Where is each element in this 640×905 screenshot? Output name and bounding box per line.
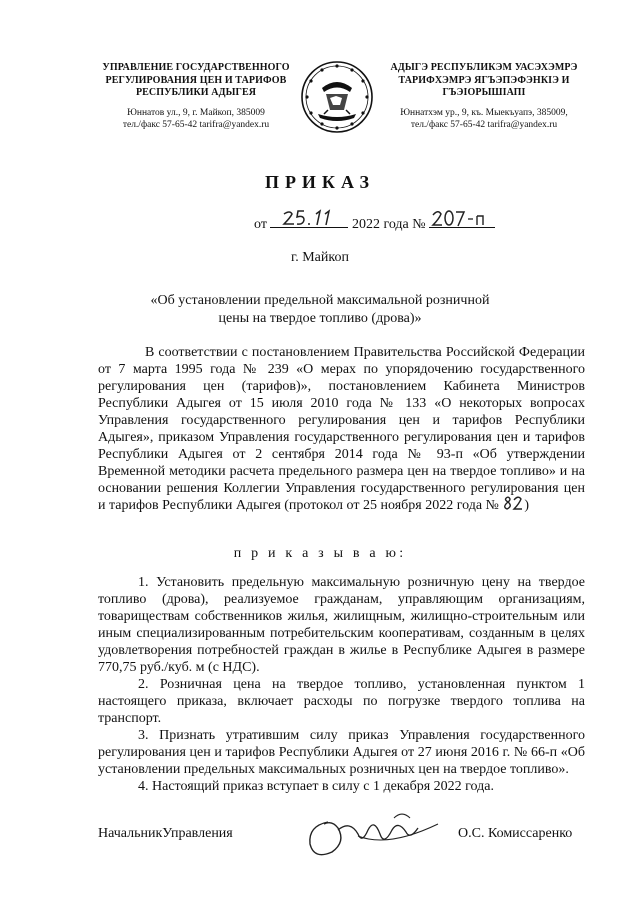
preamble-text: В соответствии с постановлением Правительства Российской Федерации от 7 марта 1995 года № 239 «О мерах по упорядочению государственного регулирования цен (тарифов)», постановлением Кабинета Министров Республики Адыгея от 15 июля 2010 года № 133 «О некоторых вопросах Управления государственного регулирования цен и тарифов Республики Адыгея», приказом Управления государственного регулирования цен и тарифов Республики Адыгея от 2 сентября 2014 года № 93-п «Об утверждении Временной методики расчета предельного размера цен на твердое топливо» и на основании решения Коллегии Управления государственного регулирования цен и тарифов Республики Адыгея (протокол от 25 ноября 2022 года №	[98, 345, 585, 513]
header-right-title	[384, 62, 584, 100]
header-left-contacts: тел./факс 57-65-42 tarifra@yandex.ru	[122, 120, 270, 130]
date-prefix: от	[254, 217, 267, 232]
header-right-title-line: АДЫГЭ РЕСПУБЛИКЭМ УАСЭХЭМРЭ	[390, 62, 578, 73]
number-handwritten-field	[429, 213, 495, 228]
order-item: 3. Признать утратившим силу приказ Управления государственного регулирования цен и тарифов Республики Адыгея от 27 июня 2016 г. № 66-п «Об установлении предельных максимальных розничных цен на твердое топливо».	[98, 728, 585, 777]
order-item: 4. Настоящий приказ вступает в силу с 1 декабря 2022 года.	[138, 779, 494, 794]
header-left-address: Юннатов ул., 9, г. Майкоп, 385009	[127, 107, 265, 118]
order-word: п р и к а з ы в а ю:	[233, 546, 407, 561]
document-title: ПРИКАЗ	[264, 172, 376, 192]
city: г. Майкоп	[291, 250, 349, 265]
date-handwritten-field	[270, 213, 348, 228]
header-right-title-line: ГЪЭIОРЫШIАПI	[442, 87, 526, 98]
header-left-title	[96, 62, 296, 100]
header-left	[96, 62, 296, 132]
header-right-contacts: тел./факс 57-65-42 tarifra@yandex.ru	[410, 120, 558, 130]
handwritten-date-icon	[270, 207, 348, 229]
date-year-text: 2022 года №	[351, 217, 426, 232]
header-right-address: Юннатхэм ур., 9, къ. Мыекъуапэ, 385009,	[400, 107, 568, 118]
header-left-title-line: РЕГУЛИРОВАНИЯ ЦЕН И ТАРИФОВ	[105, 74, 287, 86]
order-items	[98, 574, 585, 795]
preamble-paragraph	[98, 344, 585, 514]
signatory-role: НачальникУправления	[98, 826, 233, 841]
handwritten-number-icon	[429, 207, 495, 229]
date-line	[254, 213, 495, 233]
header-right	[384, 62, 584, 132]
header-left-title-line: УПРАВЛЕНИЕ ГОСУДАРСТВЕННОГО	[102, 62, 290, 73]
signatory-name: О.С. Комиссаренко	[458, 826, 573, 841]
header-left-title-line: РЕСПУБЛИКИ АДЫГЕЯ	[135, 87, 257, 98]
handwritten-signature-icon	[298, 800, 458, 870]
preamble-closing: )	[524, 498, 530, 513]
protocol-number-handwritten	[502, 498, 524, 511]
header-right-title-line: ТАРИФХЭМРЭ ЯГЪЭПЭФЭНКIЭ И	[398, 74, 570, 86]
handwritten-protocol-number-icon	[502, 494, 524, 512]
order-item: 2. Розничная цена на твердое топливо, установленная пунктом 1 настоящего приказа, включает расходы по погрузке твердого топлива на транспорт.	[98, 677, 585, 726]
order-subject: «Об установлении предельной максимальной розничной цены на твердое топливо (дрова)»	[150, 293, 490, 326]
adygea-emblem-icon	[300, 58, 374, 136]
order-item: 1. Установить предельную максимальную розничную цену на твердое топливо (дрова), реализуемое гражданам, управляющим организациям, товариществам собственников жилья, жилищным, жилищно-строительным или иным специализированным потребительским кооперативам, созданным в целях удовлетворения потребностей граждан в жилье в Республике Адыгея в размере 770,75 руб./куб. м (с НДС).	[98, 575, 585, 675]
